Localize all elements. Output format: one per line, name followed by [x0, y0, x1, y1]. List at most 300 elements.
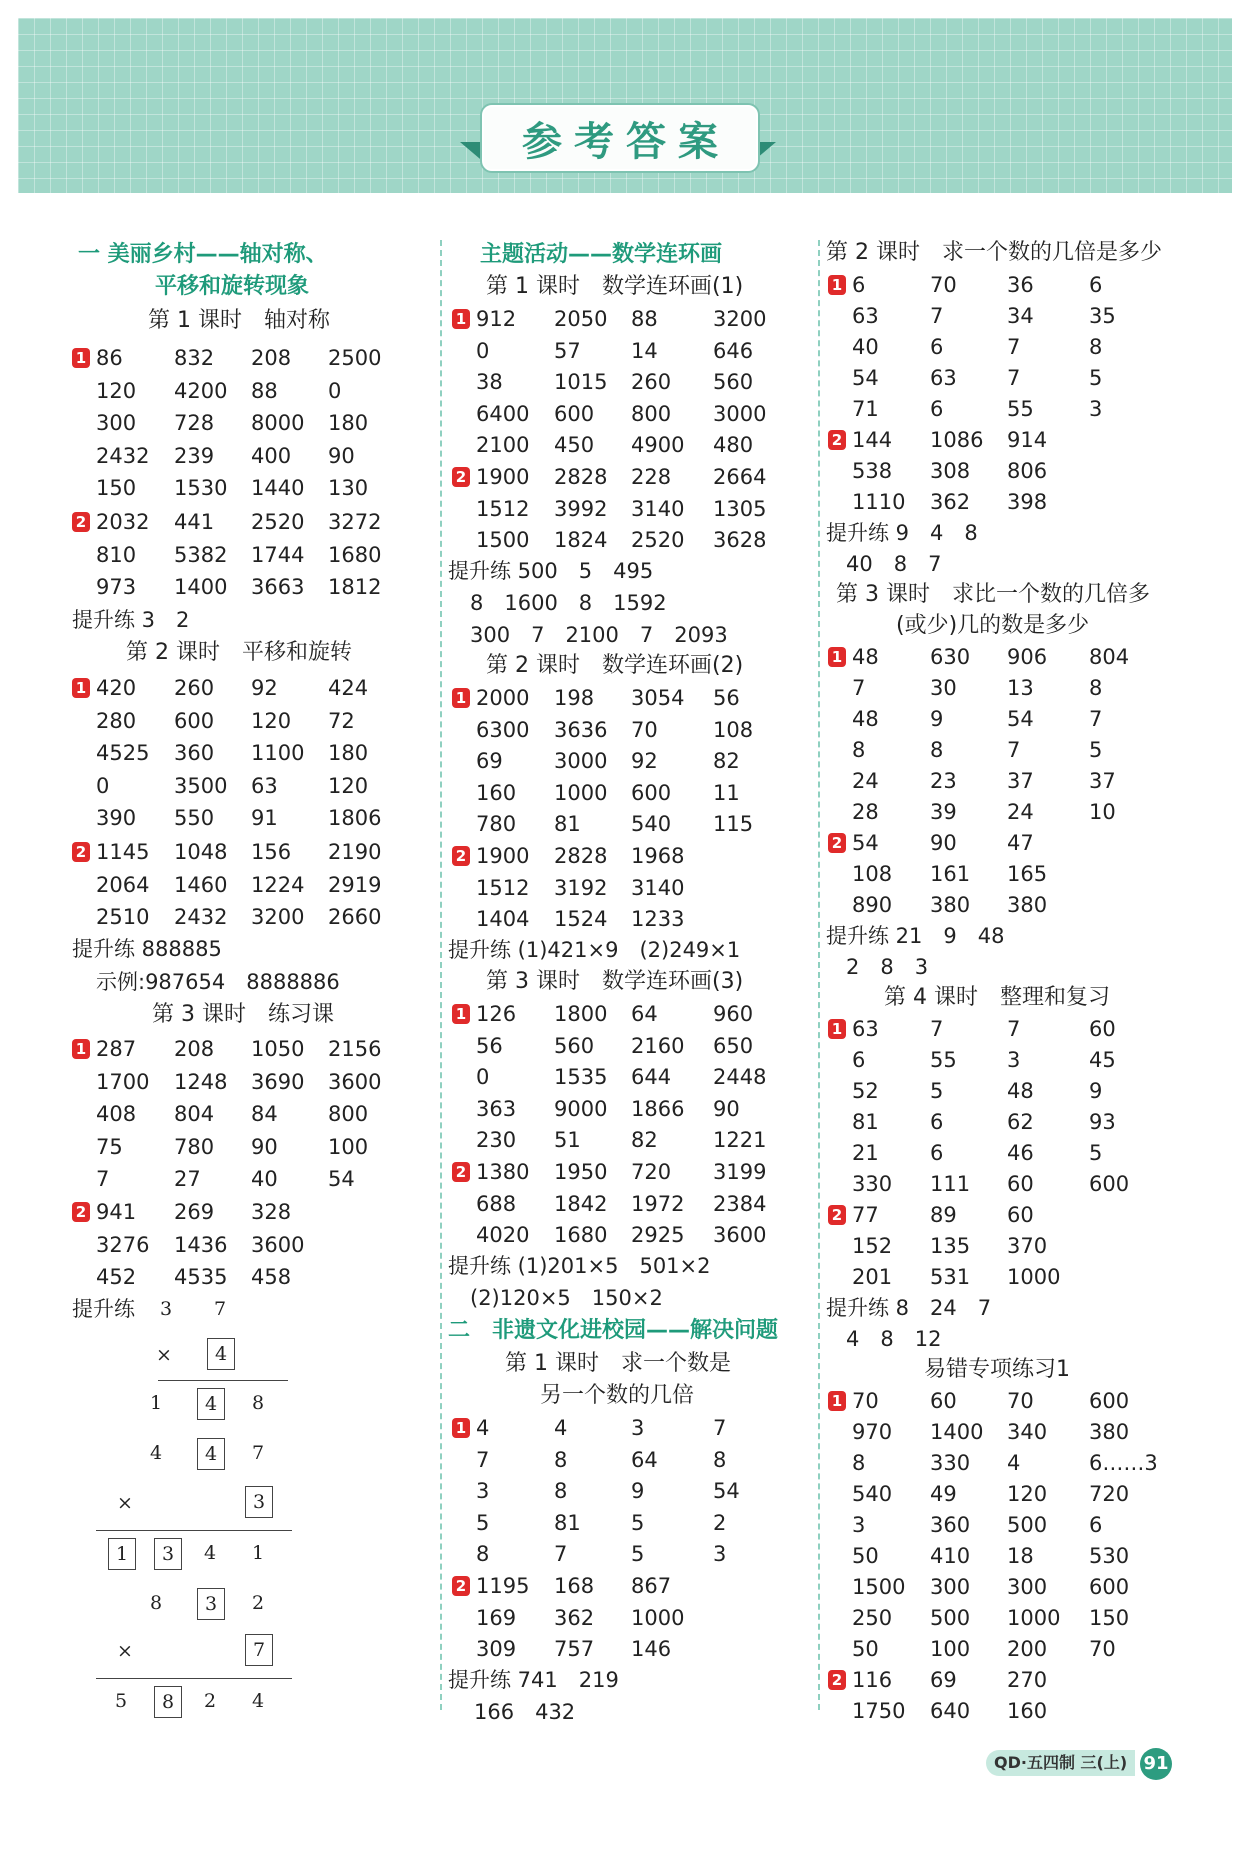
- question-number-badge: 2: [828, 833, 846, 853]
- answer-cell: 960: [713, 1002, 754, 1026]
- answer-cell: 330: [930, 1451, 971, 1475]
- answer-cell: 362: [930, 490, 971, 514]
- lesson-title: 易错专项练习1: [924, 1357, 1070, 1382]
- answer-cell: 600: [1089, 1389, 1130, 1413]
- answer-cell: 57: [554, 338, 581, 363]
- answer-cell: 1305: [713, 496, 767, 521]
- answer-cell: 47: [1007, 831, 1034, 855]
- digit-box: 4: [197, 1438, 225, 1470]
- answer-cell: 88: [251, 378, 278, 403]
- digit: 7: [251, 1442, 265, 1464]
- answer-cell: 111: [930, 1172, 971, 1196]
- answer-cell: 480: [713, 433, 754, 457]
- unit-title: 平移和旋转现象: [155, 274, 310, 299]
- answer-cell: 3054: [631, 686, 685, 710]
- answer-cell: 906: [1007, 645, 1048, 669]
- answer-cell: 88: [631, 307, 658, 331]
- digit-box: 4: [197, 1388, 225, 1420]
- answer-cell: 86: [96, 346, 123, 370]
- digit: ×: [156, 1344, 172, 1366]
- answer-cell: 441: [174, 510, 215, 534]
- answer-cell: 340: [1007, 1420, 1048, 1444]
- unit-title: 主题活动——数学连环画: [480, 242, 723, 267]
- answer-cell: 156: [251, 840, 292, 864]
- answer-cell: 380: [930, 893, 971, 917]
- answer-cell: 27: [174, 1167, 201, 1191]
- answer-cell: 1380: [476, 1160, 530, 1184]
- answer-cell: 81: [554, 812, 581, 836]
- answer-cell: 70: [631, 717, 658, 742]
- answer-cell: 390: [96, 806, 137, 830]
- answer-cell: 0: [476, 338, 490, 363]
- question-number-badge: 1: [828, 275, 846, 295]
- answer-cell: 3000: [554, 749, 608, 773]
- answer-cell: 0: [328, 378, 342, 403]
- column-divider: [440, 240, 442, 1710]
- lesson-title: 第 2 课时 平移和旋转: [126, 640, 352, 665]
- answer-cell: 180: [328, 741, 369, 765]
- answer-cell: 13: [1007, 676, 1034, 700]
- answer-cell: 2448: [713, 1065, 767, 1089]
- answer-cell: 239: [174, 443, 215, 468]
- question-number-badge: 2: [828, 430, 846, 450]
- answer-cell: 208: [251, 346, 292, 370]
- answer-cell: 600: [174, 708, 215, 733]
- answer-cell: 60: [1007, 1203, 1034, 1227]
- question-number-badge: 1: [72, 1039, 90, 1059]
- answer-cell: 60: [1007, 1172, 1034, 1196]
- answer-cell: 630: [930, 645, 971, 669]
- answer-cell: 1000: [631, 1605, 685, 1630]
- answer-cell: 63: [852, 304, 879, 328]
- answer-cell: 1145: [96, 840, 150, 864]
- answer-cell: 1950: [554, 1160, 608, 1184]
- answer-cell: 81: [554, 1510, 581, 1535]
- page-number: 91: [1140, 1748, 1172, 1780]
- answer-cell: 120: [251, 708, 292, 733]
- answer-cell: 90: [328, 443, 355, 468]
- answer-cell: 3628: [713, 528, 767, 552]
- answer-cell: 70: [852, 1389, 879, 1413]
- answer-cell: 3199: [713, 1160, 767, 1184]
- answer-cell: 1900: [476, 465, 530, 489]
- answer-cell: 6: [930, 397, 944, 421]
- answer-cell: 48: [1007, 1079, 1034, 1103]
- answer-cell: 24: [852, 769, 879, 793]
- answer-cell: 452: [96, 1265, 137, 1289]
- answer-cell: 3: [713, 1542, 727, 1566]
- answer-cell: 2156: [328, 1037, 382, 1061]
- answer-cell: 424: [328, 676, 369, 700]
- answer-cell: 6: [1089, 1513, 1103, 1537]
- answer-cell: 130: [328, 476, 369, 500]
- answer-cell: 77: [852, 1203, 879, 1227]
- answer-cell: 0: [96, 773, 110, 798]
- answer-cell: 2032: [96, 510, 150, 534]
- answer-cell: 168: [554, 1574, 595, 1598]
- answer-cell: 146: [631, 1637, 672, 1661]
- answer-cell: 1000: [1007, 1265, 1061, 1289]
- extension-exercise: 8 1600 8 1592: [470, 591, 667, 615]
- answer-cell: 540: [852, 1482, 893, 1506]
- answer-cell: 720: [1089, 1482, 1130, 1506]
- answer-cell: 6: [852, 1048, 866, 1072]
- answer-cell: 2190: [328, 840, 382, 864]
- answer-cell: 24: [1007, 800, 1034, 824]
- answer-cell: 54: [852, 831, 879, 855]
- answer-cell: 6……3: [1089, 1451, 1158, 1475]
- answer-cell: 208: [174, 1037, 215, 1061]
- answer-cell: 804: [1089, 645, 1130, 669]
- extension-exercise: 示例:987654 8888886: [96, 970, 340, 994]
- answer-cell: 7: [713, 1416, 727, 1440]
- answer-cell: 2432: [174, 905, 228, 929]
- answer-cell: 7: [96, 1167, 110, 1191]
- answer-cell: 560: [554, 1033, 595, 1058]
- digit-box: 3: [197, 1588, 225, 1620]
- answer-cell: 1000: [554, 780, 608, 805]
- digit: 4: [203, 1542, 217, 1564]
- answer-cell: 28: [852, 800, 879, 824]
- answer-cell: 39: [930, 800, 957, 824]
- lesson-title: 第 1 课时 数学连环画(1): [486, 274, 744, 299]
- title-box: [482, 105, 758, 171]
- answer-cell: 2510: [96, 905, 150, 929]
- answer-cell: 270: [1007, 1668, 1048, 1692]
- answer-cell: 890: [852, 893, 893, 917]
- answer-cell: 115: [713, 812, 754, 836]
- answer-cell: 2050: [554, 307, 608, 331]
- answer-cell: 600: [554, 401, 595, 426]
- edition-label: QD·五四制 三(上): [986, 1750, 1135, 1776]
- answer-cell: 1800: [554, 1002, 608, 1026]
- question-number-badge: 1: [452, 688, 470, 708]
- extension-exercise: (2)120×5 150×2: [470, 1286, 663, 1310]
- answer-cell: 757: [554, 1637, 595, 1661]
- unit-title: 一 美丽乡村——轴对称、: [78, 242, 328, 267]
- answer-cell: 1224: [251, 872, 305, 897]
- answer-cell: 7: [1007, 366, 1021, 390]
- answer-cell: 4: [476, 1416, 490, 1440]
- answer-cell: 287: [96, 1037, 137, 1061]
- answer-cell: 56: [713, 686, 740, 710]
- answer-cell: 780: [476, 812, 517, 836]
- digit-box: 4: [207, 1338, 235, 1370]
- answer-cell: 116: [852, 1668, 893, 1692]
- answer-cell: 64: [631, 1447, 658, 1472]
- answer-cell: 6: [1089, 273, 1103, 297]
- answer-cell: 420: [96, 676, 137, 700]
- answer-cell: 3276: [96, 1232, 150, 1257]
- extension-exercise: 提升练 888885: [72, 937, 222, 961]
- answer-cell: 7: [930, 304, 944, 328]
- answer-cell: 70: [930, 273, 957, 297]
- answer-cell: 2500: [328, 346, 382, 370]
- answer-cell: 1900: [476, 844, 530, 868]
- answer-cell: 1460: [174, 872, 228, 897]
- answer-cell: 7: [1007, 738, 1021, 762]
- extension-exercise: 提升练 741 219: [448, 1668, 619, 1692]
- answer-cell: 100: [930, 1637, 971, 1661]
- answer-cell: 300: [930, 1575, 971, 1599]
- answer-cell: 650: [713, 1033, 754, 1058]
- answer-cell: 200: [1007, 1637, 1048, 1661]
- answer-cell: 1744: [251, 542, 305, 567]
- answer-cell: 309: [476, 1637, 517, 1661]
- answer-cell: 250: [852, 1606, 893, 1630]
- answer-cell: 7: [852, 676, 866, 700]
- question-number-badge: 1: [452, 309, 470, 329]
- extension-exercise: 提升练 3 2: [72, 608, 190, 632]
- answer-cell: 3000: [713, 401, 767, 426]
- answer-cell: 914: [1007, 428, 1048, 452]
- digit-box: 1: [108, 1538, 136, 1570]
- answer-cell: 69: [930, 1668, 957, 1692]
- answer-cell: 360: [930, 1513, 971, 1537]
- answer-cell: 150: [96, 476, 137, 500]
- answer-cell: 9: [631, 1479, 645, 1503]
- answer-cell: 1968: [631, 844, 685, 868]
- lesson-title: 第 1 课时 轴对称: [148, 308, 330, 333]
- answer-cell: 269: [174, 1200, 215, 1224]
- answer-cell: 37: [1007, 769, 1034, 793]
- answer-cell: 1680: [554, 1223, 608, 1247]
- answer-cell: 14: [631, 338, 658, 363]
- answer-cell: 2000: [476, 686, 530, 710]
- answer-cell: 328: [251, 1200, 292, 1224]
- answer-cell: 3140: [631, 496, 685, 521]
- answer-cell: 3636: [554, 717, 608, 742]
- answer-cell: 3272: [328, 510, 382, 534]
- answer-cell: 260: [631, 370, 672, 394]
- answer-cell: 3: [852, 1513, 866, 1537]
- answer-cell: 363: [476, 1096, 517, 1121]
- answer-cell: 1248: [174, 1069, 228, 1094]
- question-number-badge: 2: [452, 1576, 470, 1596]
- answer-cell: 135: [930, 1234, 971, 1258]
- question-number-badge: 1: [828, 647, 846, 667]
- answer-cell: 1750: [852, 1699, 906, 1723]
- answer-cell: 49: [930, 1482, 957, 1506]
- answer-cell: 54: [713, 1479, 740, 1503]
- unit-title: 二 非遗文化进校园——解决问题: [448, 1318, 779, 1343]
- digit: 4: [149, 1442, 163, 1464]
- answer-cell: 55: [1007, 397, 1034, 421]
- answer-cell: 92: [631, 749, 658, 773]
- answer-cell: 8: [930, 738, 944, 762]
- answer-cell: 3200: [713, 307, 767, 331]
- column-divider: [818, 240, 820, 1710]
- answer-cell: 1806: [328, 806, 382, 830]
- answer-cell: 646: [713, 338, 754, 363]
- answer-cell: 5382: [174, 542, 228, 567]
- answer-cell: 144: [852, 428, 893, 452]
- extension-exercise: 提升练 500 5 495: [448, 559, 654, 583]
- answer-cell: 230: [476, 1128, 517, 1152]
- answer-cell: 1050: [251, 1037, 305, 1061]
- answer-cell: 810: [96, 542, 137, 567]
- answer-cell: 2660: [328, 905, 382, 929]
- lesson-title: 第 3 课时 求比一个数的几倍多: [836, 582, 1150, 607]
- answer-cell: 1400: [930, 1420, 984, 1444]
- answer-cell: 867: [631, 1574, 672, 1598]
- multiplication-rule: [158, 1380, 288, 1381]
- answer-cell: 1500: [852, 1575, 906, 1599]
- digit: 7: [213, 1298, 227, 1320]
- answer-cell: 108: [852, 862, 893, 886]
- answer-cell: 410: [930, 1544, 971, 1568]
- answer-cell: 600: [631, 780, 672, 805]
- answer-cell: 2828: [554, 465, 608, 489]
- answer-cell: 500: [930, 1606, 971, 1630]
- answer-cell: 5: [1089, 366, 1103, 390]
- answer-cell: 1404: [476, 907, 530, 931]
- answer-cell: 11: [713, 780, 740, 805]
- answer-cell: 8: [554, 1447, 568, 1472]
- answer-cell: 912: [476, 307, 517, 331]
- answer-cell: 398: [1007, 490, 1048, 514]
- digit: 2: [203, 1690, 217, 1712]
- answer-cell: 800: [328, 1102, 369, 1126]
- answer-cell: 1440: [251, 476, 305, 500]
- answer-cell: 1015: [554, 370, 608, 394]
- answer-cell: 7: [930, 1017, 944, 1041]
- answer-cell: 260: [174, 676, 215, 700]
- answer-cell: 8: [852, 738, 866, 762]
- answer-cell: 70: [1007, 1389, 1034, 1413]
- extension-exercise: 166 432: [474, 1700, 576, 1724]
- digit: 1: [149, 1392, 163, 1414]
- answer-cell: 2064: [96, 872, 150, 897]
- answer-cell: 52: [852, 1079, 879, 1103]
- answer-cell: 1500: [476, 528, 530, 552]
- extension-exercise: 提升练 (1)421×9 (2)249×1: [448, 938, 741, 962]
- answer-cell: 7: [1007, 1017, 1021, 1041]
- question-number-badge: 2: [72, 512, 90, 532]
- answer-cell: 4525: [96, 741, 150, 765]
- answer-cell: 150: [1089, 1606, 1130, 1630]
- answer-cell: 4900: [631, 433, 685, 457]
- answer-cell: 89: [930, 1203, 957, 1227]
- answer-cell: 330: [852, 1172, 893, 1196]
- answer-cell: 37: [1089, 769, 1116, 793]
- answer-cell: 92: [251, 676, 278, 700]
- answer-cell: 81: [852, 1110, 879, 1134]
- digit-box: 3: [245, 1486, 273, 1518]
- answer-cell: 531: [930, 1265, 971, 1289]
- question-number-badge: 2: [452, 467, 470, 487]
- question-number-badge: 1: [72, 348, 90, 368]
- lesson-title: 第 1 课时 求一个数是: [505, 1351, 731, 1376]
- answer-cell: 400: [251, 443, 292, 468]
- answer-cell: 2: [713, 1510, 727, 1535]
- answer-cell: 5: [930, 1079, 944, 1103]
- answer-cell: 3: [631, 1416, 645, 1440]
- answer-cell: 21: [852, 1141, 879, 1165]
- extension-exercise: 提升练 8 24 7: [826, 1296, 992, 1320]
- answer-cell: 1972: [631, 1191, 685, 1216]
- extension-exercise: 2 8 3: [846, 955, 929, 979]
- answer-cell: 3600: [251, 1232, 305, 1257]
- answer-cell: 1048: [174, 840, 228, 864]
- answer-cell: 8: [713, 1447, 727, 1472]
- answer-cell: 1110: [852, 490, 906, 514]
- question-number-badge: 2: [452, 846, 470, 866]
- answer-cell: 1512: [476, 875, 530, 900]
- answer-cell: 165: [1007, 862, 1048, 886]
- answer-cell: 408: [96, 1102, 137, 1126]
- answer-cell: 7: [1089, 707, 1103, 731]
- answer-cell: 60: [930, 1389, 957, 1413]
- lesson-title: 第 3 课时 数学连环画(3): [486, 969, 744, 994]
- extension-exercise: 4 8 12: [846, 1327, 942, 1351]
- answer-cell: 8: [1089, 676, 1103, 700]
- answer-cell: 3: [1089, 397, 1103, 421]
- answer-cell: 7: [476, 1447, 490, 1472]
- answer-cell: 720: [631, 1160, 672, 1184]
- answer-cell: 69: [476, 749, 503, 773]
- answer-cell: 2664: [713, 465, 767, 489]
- answer-cell: 4: [1007, 1451, 1021, 1475]
- digit: ×: [117, 1640, 133, 1662]
- answer-cell: 40: [251, 1167, 278, 1191]
- answer-cell: 3663: [251, 575, 305, 599]
- answer-cell: 4: [554, 1416, 568, 1440]
- answer-cell: 55: [930, 1048, 957, 1072]
- answer-cell: 54: [328, 1167, 355, 1191]
- answer-cell: 91: [251, 806, 278, 830]
- answer-cell: 48: [852, 707, 879, 731]
- answer-cell: 63: [251, 773, 278, 798]
- answer-cell: 280: [96, 708, 137, 733]
- answer-cell: 300: [96, 411, 137, 435]
- answer-cell: 1824: [554, 528, 608, 552]
- answer-cell: 2925: [631, 1223, 685, 1247]
- answer-cell: 1233: [631, 907, 685, 931]
- answer-cell: 180: [328, 411, 369, 435]
- answer-cell: 90: [930, 831, 957, 855]
- answer-cell: 23: [930, 769, 957, 793]
- question-number-badge: 1: [828, 1391, 846, 1411]
- question-number-badge: 2: [828, 1670, 846, 1690]
- answer-cell: 6: [930, 335, 944, 359]
- answer-cell: 780: [174, 1134, 215, 1159]
- answer-cell: 538: [852, 459, 893, 483]
- answer-cell: 82: [713, 749, 740, 773]
- answer-cell: 3200: [251, 905, 305, 929]
- answer-cell: 8: [476, 1542, 490, 1566]
- answer-cell: 1842: [554, 1191, 608, 1216]
- answer-cell: 9: [1089, 1079, 1103, 1103]
- page-title: 参考答案: [522, 118, 730, 165]
- answer-cell: 90: [713, 1096, 740, 1121]
- answer-cell: 4535: [174, 1265, 228, 1289]
- answer-cell: 3500: [174, 773, 228, 798]
- answer-cell: 1680: [328, 542, 382, 567]
- answer-cell: 63: [852, 1017, 879, 1041]
- answer-cell: 2520: [251, 510, 305, 534]
- answer-cell: 1530: [174, 476, 228, 500]
- answer-cell: 4200: [174, 378, 228, 403]
- digit: 8: [149, 1592, 163, 1614]
- answer-cell: 688: [476, 1191, 517, 1216]
- answer-cell: 1195: [476, 1574, 530, 1598]
- answer-cell: 45: [1089, 1048, 1116, 1072]
- answer-cell: 1086: [930, 428, 984, 452]
- extension-exercise: 提升练 (1)201×5 501×2: [448, 1254, 711, 1278]
- answer-cell: 75: [96, 1134, 123, 1159]
- answer-cell: 644: [631, 1065, 672, 1089]
